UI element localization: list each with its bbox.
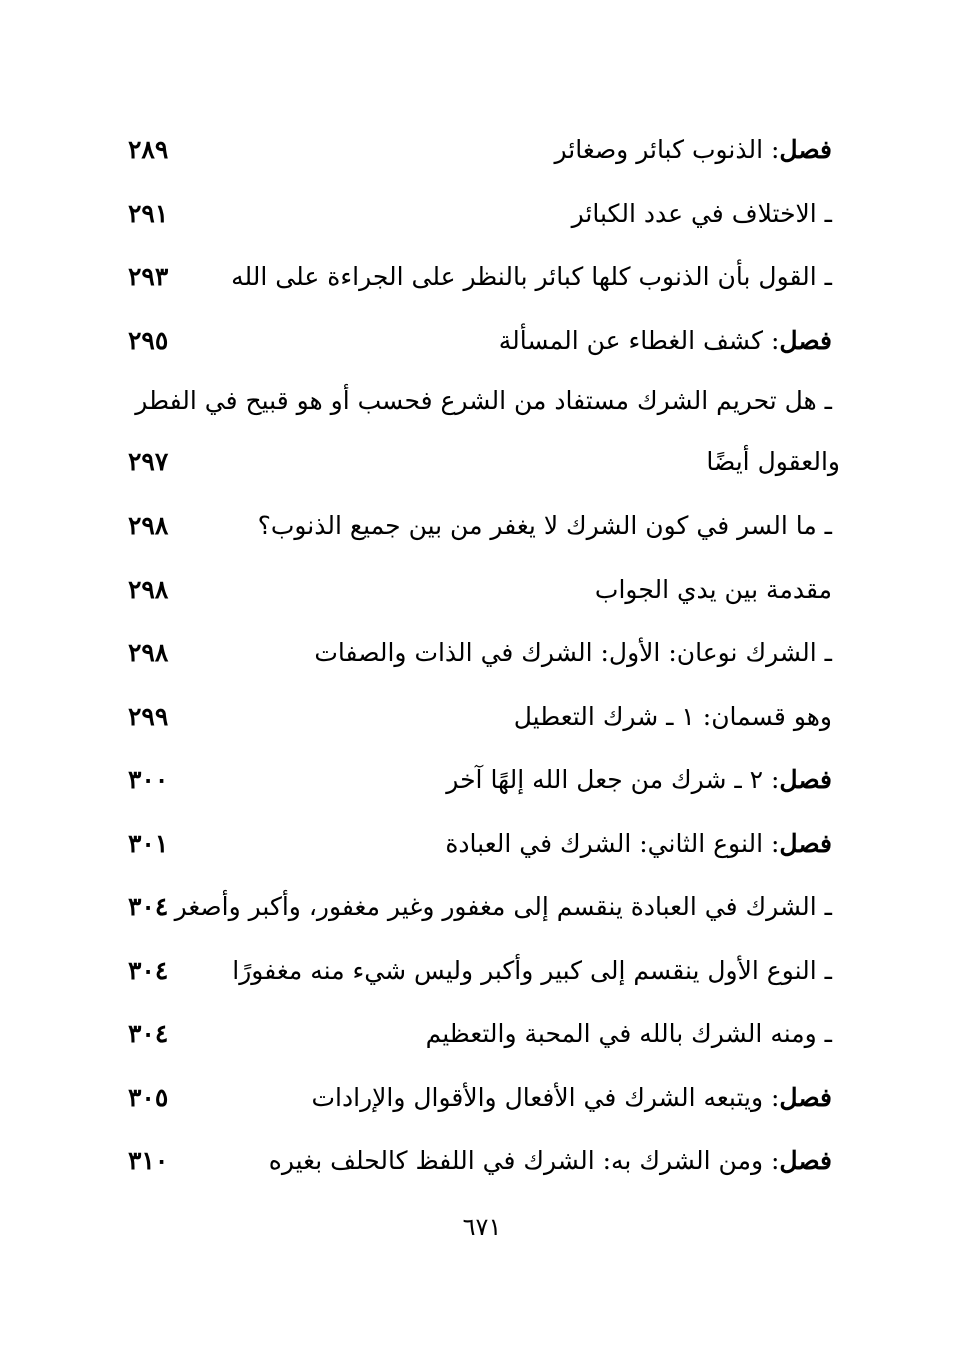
toc-entry-text: فصل: ومن الشرك به: الشرك في اللفظ كالحلف بغيره xyxy=(268,1146,832,1175)
toc-entry-page: ٢٩١ xyxy=(128,198,169,228)
toc-entry-text: فصل: ويتبعه الشرك في الأفعال والأقوال والإرادات xyxy=(311,1082,832,1112)
toc-entry-text: فصل: النوع الثاني: الشرك في العبادة xyxy=(445,828,832,858)
toc-entry xyxy=(120,621,840,685)
toc-entry-page: ٣٠٥ xyxy=(128,1082,169,1112)
toc-entry-page: ٢٩٥ xyxy=(128,325,169,355)
toc-entry xyxy=(120,1129,840,1193)
toc-entry-label: فصل xyxy=(779,1146,832,1175)
toc-entry xyxy=(120,748,840,812)
toc-entry xyxy=(120,372,840,430)
toc-entry xyxy=(120,494,840,558)
toc-entry-label: فصل xyxy=(779,135,832,164)
toc-entry-page: ٣٠٠ xyxy=(128,765,169,794)
toc-entry-page: ٢٩٨ xyxy=(128,574,169,604)
table-of-contents xyxy=(120,118,840,1193)
toc-entry-page: ٣٠٤ xyxy=(128,892,169,921)
toc-entry xyxy=(120,1066,840,1130)
toc-entry-label: فصل xyxy=(779,1082,832,1112)
toc-entry-text: ـ الشرك في العبادة ينقسم إلى مغفور وغير مغفور، وأكبر وأصغر xyxy=(174,892,832,921)
toc-entry-text: والعقول أيضًا xyxy=(706,447,840,476)
toc-entry-text: فصل: ٢ ـ شرك من جعل الله إلهًا آخر xyxy=(446,765,832,794)
toc-entry-text: ـ القول بأن الذنوب كلها كبائر بالنظر على الجراءة على الله xyxy=(231,262,832,291)
toc-entry xyxy=(120,939,840,1003)
toc-entry xyxy=(120,558,840,622)
toc-entry-text: ـ النوع الأول ينقسم إلى كبير وأكبر وليس شيء منه مغفورًا xyxy=(232,955,832,985)
toc-entry xyxy=(120,430,840,494)
toc-entry-label: فصل xyxy=(779,325,832,355)
toc-entry-text: ـ ما السر في كون الشرك لا يغفر من بين جميع الذنوب؟ xyxy=(257,511,832,540)
toc-entry xyxy=(120,812,840,876)
toc-entry-text: فصل: الذنوب كبائر وصغائر xyxy=(554,135,832,164)
toc-entry-page: ٢٨٩ xyxy=(128,135,169,164)
toc-entry-text: ـ هل تحريم الشرك مستفاد من الشرع فحسب أو هو قبيح في الفطر xyxy=(135,386,832,415)
toc-entry-label: فصل xyxy=(779,765,832,794)
toc-entry-label: فصل xyxy=(779,828,832,858)
toc-entry xyxy=(120,875,840,939)
toc-entry-page: ٣١٠ xyxy=(128,1146,169,1175)
toc-entry-page: ٢٩٨ xyxy=(128,511,169,540)
toc-entry xyxy=(120,245,840,309)
toc-entry-text: فصل: كشف الغطاء عن المسألة xyxy=(498,325,832,355)
toc-entry-text: وهو قسمان: ١ ـ شرك التعطيل xyxy=(513,701,832,731)
toc-entry-page: ٣٠٤ xyxy=(128,955,169,985)
toc-entry xyxy=(120,118,840,182)
toc-entry-text: ـ الشرك نوعان: الأول: الشرك في الذات والصفات xyxy=(314,638,832,667)
toc-entry-page: ٢٩٣ xyxy=(128,262,169,291)
toc-entry-text: ـ الاختلاف في عدد الكبائر xyxy=(571,198,832,228)
toc-entry-text: مقدمة بين يدي الجواب xyxy=(594,574,832,604)
toc-entry-page: ٢٩٩ xyxy=(128,701,169,731)
toc-entry xyxy=(120,309,840,373)
toc-entry-page: ٢٩٨ xyxy=(128,638,169,667)
toc-entry-page: ٢٩٧ xyxy=(128,447,169,476)
toc-entry xyxy=(120,182,840,246)
toc-entry-page: ٣٠٤ xyxy=(128,1019,169,1048)
page-number: ٦٧١ xyxy=(462,1213,502,1241)
toc-entry xyxy=(120,1002,840,1066)
toc-entry-page: ٣٠١ xyxy=(128,828,169,858)
toc-entry-text: ـ ومنه الشرك بالله في المحبة والتعظيم xyxy=(425,1019,832,1048)
toc-entry xyxy=(120,685,840,749)
